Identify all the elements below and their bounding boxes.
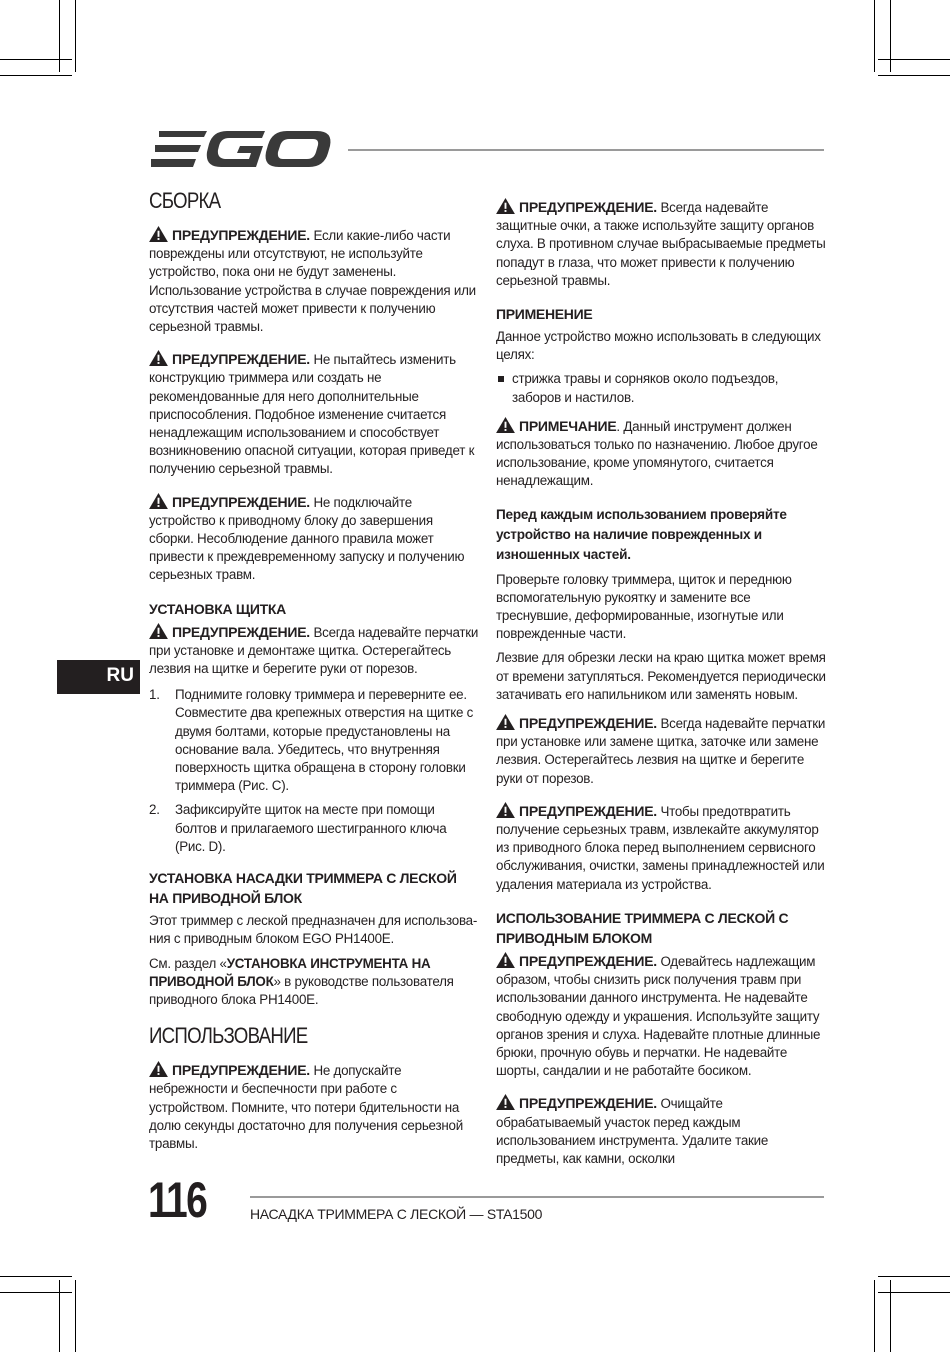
warning-label: ПРЕДУПРЕЖДЕНИЕ. bbox=[519, 715, 657, 732]
header-rule bbox=[348, 149, 824, 151]
language-tab bbox=[57, 660, 140, 694]
crop-mark bbox=[874, 0, 875, 72]
check-text: Лезвие для обрезки лески на краю щитка может время от времени затупляться. Рекомендуется периодически затачивать его напильником или заменять новым. bbox=[496, 650, 826, 702]
list-item: стрижка травы и сорняков около подъездов, заборов и настилов. bbox=[496, 370, 826, 406]
crop-mark bbox=[59, 0, 60, 72]
warning-text: Очищайте обрабатываемый участок перед каждым использованием инструмента. Удалите такие предметы, как камни, осколки bbox=[496, 1096, 769, 1166]
warning-triangle-icon bbox=[496, 714, 515, 730]
warning-triangle-icon bbox=[496, 1094, 515, 1110]
application-text: Данное устройство можно использовать в следующих целях: bbox=[496, 329, 821, 363]
step-text: Зафиксируйте щиток на месте при помощи болтов и прилагаемого шестигранного ключа (Рис. D). bbox=[175, 802, 447, 854]
warning-block bbox=[496, 1094, 826, 1168]
warning-block bbox=[496, 952, 826, 1080]
step-text: Поднимите головку триммера и переверните ее. Совместите два крепежных отверстия на щитке с двумя болтами, которые предустановлены на основание вала. Убедитесь, что внутренняя поверхность щитка обращена в сторону головки триммера (Рис. C). bbox=[175, 687, 474, 794]
warning-block bbox=[149, 493, 479, 585]
see-reference bbox=[149, 955, 479, 1010]
warning-label: ПРЕДУПРЕЖДЕНИЕ. bbox=[519, 952, 657, 969]
step-number: 1. bbox=[149, 687, 160, 703]
section-title-assembly: СБОРКА bbox=[149, 188, 221, 213]
crop-mark bbox=[0, 75, 72, 76]
crop-mark bbox=[878, 1292, 950, 1293]
warning-label: ПРЕДУПРЕЖДЕНИЕ. bbox=[172, 351, 310, 368]
warning-label: ПРЕДУПРЕЖДЕНИЕ. bbox=[172, 493, 310, 510]
warning-block bbox=[149, 226, 479, 336]
warning-text: Чтобы предотвратить получение серьезных травм, извлекайте аккумулятор из приводного блока перед выполнением сервисного обслуживания, очистки, замены принадлежностей или удаления материала из устройства. bbox=[496, 803, 825, 892]
install-text: Этот триммер с леской предназначен для использова-ния с приводным блоком EGO PH1400E. bbox=[149, 913, 478, 947]
step-number: 2. bbox=[149, 802, 160, 818]
warning-triangle-icon bbox=[149, 1061, 168, 1077]
warning-triangle-icon bbox=[149, 226, 168, 242]
ego-logo bbox=[149, 128, 333, 170]
see-suffix: » в руководстве пользователя приводного блока PH1400E. bbox=[149, 973, 454, 1007]
footer-rule bbox=[250, 1196, 824, 1198]
warning-text: Всегда надевайте защитные очки, а также используйте защиту органов слуха. В противном случае выбрасываемые предметы попадут в глаза, что может привести к получению серьезной травмы. bbox=[496, 200, 826, 288]
crop-mark bbox=[890, 0, 891, 72]
warning-triangle-icon bbox=[496, 802, 515, 818]
warning-triangle-icon bbox=[149, 350, 168, 366]
crop-mark bbox=[0, 1276, 72, 1277]
see-reference-title: УСТАНОВКА ИНСТРУМЕНТА НА ПРИВОДНОЙ БЛОК bbox=[149, 955, 431, 989]
language-tab-label: RU bbox=[106, 665, 134, 686]
warning-block bbox=[496, 802, 826, 894]
warning-label: ПРЕДУПРЕЖДЕНИЕ. bbox=[519, 199, 657, 215]
warning-triangle-icon bbox=[496, 417, 515, 433]
warning-text: Если какие-либо части повреждены или отсутствуют, не используйте устройство, пока они не будут заменены. Использование устройства в случае повреждения или отсутствия частей может привести к получению серьезной травмы. bbox=[149, 228, 476, 335]
note-block bbox=[496, 417, 826, 491]
warning-text: Одевайтесь надлежащим образом, чтобы снизить риск получения травм при использовании данного инструмента. Не надевайте свободную одежду и украшения. Используйте защиту органов зрения и слуха. Надевайте плотные длинные брюки, прочную обувь и перчатки. Не надевайте шорты, сандалии и не работайте босиком. bbox=[496, 953, 821, 1079]
guard-steps-list bbox=[149, 686, 479, 856]
page-number: 116 bbox=[148, 1172, 207, 1228]
crop-mark bbox=[75, 1280, 76, 1352]
warning-triangle-icon bbox=[149, 493, 168, 509]
crop-mark bbox=[75, 0, 76, 72]
warning-label: ПРЕДУПРЕЖДЕНИЕ. bbox=[519, 1095, 657, 1112]
subsection-title-guard: УСТАНОВКА ЩИТКА bbox=[149, 600, 286, 617]
list-item bbox=[149, 686, 479, 795]
check-text: Проверьте головку триммера, щиток и переднюю вспомогательную рукоятку и замените все треснувшие, деформированные, изогнутые или поврежденные части. bbox=[496, 571, 792, 642]
warning-block bbox=[149, 350, 479, 478]
warning-label: ПРЕДУПРЕЖДЕНИЕ. bbox=[172, 227, 310, 243]
warning-triangle-icon bbox=[149, 623, 168, 639]
check-title: Перед каждым использованием проверяйте устройство на наличие поврежденных и изношенных частей. bbox=[496, 506, 787, 562]
warning-text: Не пытайтесь изменить конструкцию триммера или создать не рекомендованные для него дополнительные приспособления. Подобное изменение считается ненадлежащим использованием и способствует возникновению опасной ситуации, которая приведет к получению серьезной травмы. bbox=[149, 352, 475, 477]
warning-label: ПРЕДУПРЕЖДЕНИЕ. bbox=[519, 802, 657, 819]
right-column bbox=[496, 198, 826, 1182]
list-item bbox=[149, 801, 479, 856]
warning-block bbox=[149, 623, 479, 679]
crop-mark bbox=[0, 1292, 72, 1293]
warning-block bbox=[496, 714, 826, 788]
subsection-title-application: ПРИМЕНЕНИЕ bbox=[496, 306, 593, 323]
note-text: . Данный инструмент должен использоваться только по назначению. Любое другое использование, кроме упомянутого, считается ненадлежащим. bbox=[496, 418, 818, 489]
warning-label: ПРЕДУПРЕЖДЕНИЕ. bbox=[172, 1062, 310, 1079]
section-title-usage: ИСПОЛЬЗОВАНИЕ bbox=[149, 1023, 308, 1049]
warning-text: Всегда надевайте перчатки при установке или замене щитка, заточке или замене лезвия. Остерегайтесь лезвия на щитке и берегите руки от порезов. bbox=[496, 716, 826, 786]
crop-mark bbox=[878, 1276, 950, 1277]
warning-text: Всегда надевайте перчатки при установке и демонтаже щитка. Остерегайтесь лезвия на щитке и берегите руки от порезов. bbox=[149, 624, 479, 677]
subsection-title-install: УСТАНОВКА НАСАДКИ ТРИММЕРА С ЛЕСКОЙ НА ПРИВОДНОЙ БЛОК bbox=[149, 870, 457, 907]
warning-block bbox=[149, 1061, 479, 1153]
warning-triangle-icon bbox=[496, 198, 515, 214]
crop-mark bbox=[874, 1280, 875, 1352]
left-column bbox=[149, 188, 479, 1167]
subsection-title-using: ИСПОЛЬЗОВАНИЕ ТРИММЕРА С ЛЕСКОЙ С ПРИВОДНЫМ БЛОКОМ bbox=[496, 909, 789, 946]
see-prefix: См. раздел « bbox=[149, 955, 227, 971]
warning-text: Не подключайте устройство к приводному блоку до завершения сборки. Несоблюдение данного правила может привести к преждевременному запуску и получению серьезных травм. bbox=[149, 494, 465, 583]
crop-mark bbox=[59, 1280, 60, 1352]
crop-mark bbox=[878, 75, 950, 76]
warning-block bbox=[496, 198, 826, 290]
footer-title: НАСАДКА ТРИММЕРА С ЛЕСКОЙ — STA1500 bbox=[250, 1206, 543, 1222]
note-label: ПРИМЕЧАНИЕ bbox=[519, 417, 617, 434]
crop-mark bbox=[0, 59, 72, 60]
warning-label: ПРЕДУПРЕЖДЕНИЕ. bbox=[172, 623, 310, 640]
application-list bbox=[496, 370, 826, 406]
warning-triangle-icon bbox=[496, 952, 515, 968]
warning-text: Не допускайте небрежности и беспечности при работе с устройством. Помните, что потери бдительности на долю секунды достаточно для получения серьезной травмы. bbox=[149, 1063, 463, 1151]
crop-mark bbox=[890, 1280, 891, 1352]
crop-mark bbox=[878, 59, 950, 60]
